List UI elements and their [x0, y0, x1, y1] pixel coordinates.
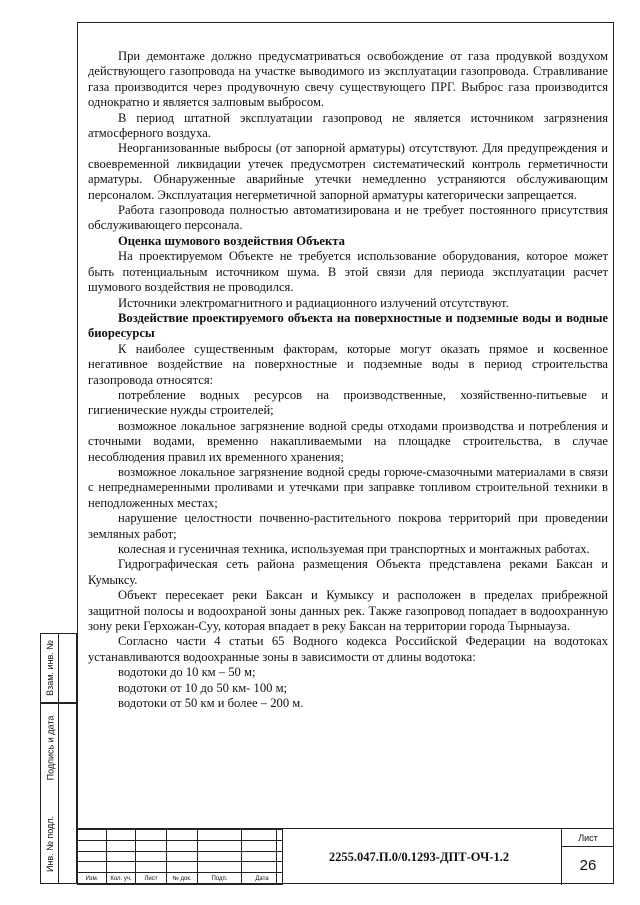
paragraph: возможное локальное загрязнение водной среды отходами производства и потребления и сточными водами, временно накапливаемыми на площадке строительства, в случае несоблюдения правил их временного хранения; [88, 418, 608, 464]
paragraph: водотоки от 50 км и более – 200 м. [118, 696, 304, 711]
signature-date-label: Подпись и дата [45, 715, 56, 781]
paragraph: К наиболее существенным факторам, которые могут оказать прямое и косвенное негативное воздействие на поверхностные и подземные воды в период строительства газопровода относятся: [88, 341, 608, 387]
paragraph: возможное локальное загрязнение водной среды горюче-смазочными материалами в связи с непреднамеренными проливами и утечками при заправке топливом строительной техники в неподложенных местах; [88, 464, 608, 510]
sheet-label: Лист [562, 829, 614, 847]
paragraph: Гидрографическая сеть района размещения Объекта представлена реками Баксан и Кумыксу. [88, 557, 608, 587]
paragraph: колесная и гусеничная техника, используемая при транспортных и монтажных работах. [118, 542, 590, 556]
caption-doc-number: № док. [167, 873, 198, 885]
paragraph: потребление водных ресурсов на производственные, хозяйственно-питьевые и гигиенические нужды строителей; [88, 387, 608, 418]
title-block [77, 828, 614, 884]
paragraph: При демонтаже должно предусматриваться освобождение от газа продувкой воздухом действующего газопровода на участке выводимого из эксплуатации газопровода. Стравливание газа производится через продувочную свечу существующего ПРГ. Выброс газа производится однократно и является залповым выбросом. [88, 49, 608, 110]
paragraph: Неорганизованные выбросы (от запорной арматуры) отсутствуют. Для предупреждения и своевременной ликвидации утечек предусмотрен систематический контроль герметичности арматуры. Обнаруженные аварийные утечки немедленно устраняются обслуживающим персоналом. Эксплуатация негерметичной запорной арматуры категорически запрещается. [88, 141, 608, 202]
side-stamp-upper [40, 633, 77, 703]
sheet-number: 26 [579, 857, 597, 874]
document-body [88, 49, 608, 711]
section-heading: Воздействие проектируемого объекта на поверхностные и подземные воды и водные биоресурсы [88, 310, 608, 341]
paragraph: нарушение целостности почвенно-растительного покрова территорий при проведении земляных работ; [88, 511, 608, 541]
paragraph: На проектируемом Объекте не требуется использование оборудования, которое может быть потенциальным источником шума. В этой связи для периода эксплуатации расчет шумового воздействия не проводился. [88, 249, 608, 295]
caption-sheet: Лист [136, 873, 167, 885]
caption-signature: Подп. [198, 873, 242, 885]
sheet-box [562, 829, 614, 885]
replacement-inventory-label: Взам. инв. № [45, 640, 56, 696]
revision-grid [77, 829, 283, 885]
paragraph: водотоки до 10 км – 50 м; [118, 665, 256, 680]
document-code: 2255.047.П.0/0.1293-ДПТ-ОЧ-1.2 [276, 829, 562, 885]
paragraph: водотоки от 10 до 50 км- 100 м; [118, 680, 288, 695]
original-inventory-label: Инв. № подл. [45, 815, 55, 873]
caption-date: Дата [242, 873, 283, 885]
section-heading: Оценка шумового воздействия Объекта [118, 233, 345, 248]
caption-change: Изм. [78, 873, 107, 885]
paragraph: Работа газопровода полностью автоматизирована и не требует постоянного присутствия обслуживающего персонала. [88, 203, 608, 233]
paragraph: Объект пересекает реки Баксан и Кумыксу и расположен в пределах прибрежной защитной полосы и водоохраной зоны данных рек. Также газопровод попадает в водоохранную зону реки Герхожан-Суу, которая впадает в реку Баксан на территории города Тырныауза. [88, 588, 608, 634]
side-stamp-lower [40, 703, 77, 884]
caption-count: Кол. уч. [107, 873, 136, 885]
paragraph: Источники электромагнитного и радиационного излучений отсутствуют. [118, 295, 509, 310]
paragraph: Согласно части 4 статьи 65 Водного кодекса Российской Федерации на водотоках устанавливаются водоохранные зоны в зависимости от длины водотока: [88, 634, 608, 664]
paragraph: В период штатной эксплуатации газопровод не является источником загрязнения атмосферного воздуха. [88, 110, 608, 141]
